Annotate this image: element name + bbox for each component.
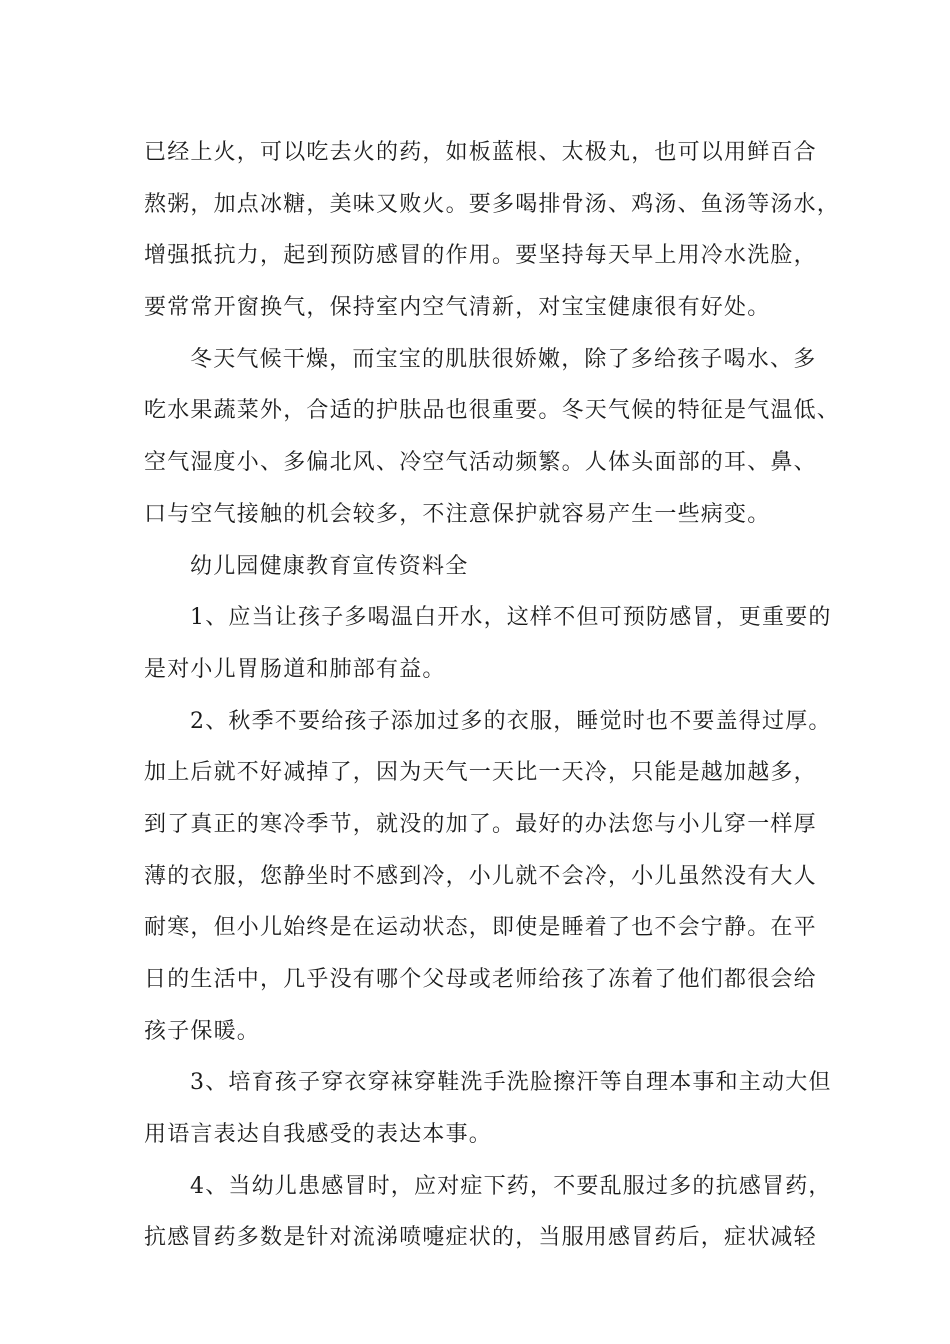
text-line: 抗感冒药多数是针对流涕喷嚏症状的，当服用感冒药后，症状减轻: [144, 1225, 817, 1251]
body-text: [144, 127, 841, 1264]
text-line: 薄的衣服，您静坐时不感到冷，小儿就不会冷，小儿虽然没有大人: [144, 863, 817, 889]
text-line: 已经上火，可以吃去火的药，如板蓝根、太极丸，也可以用鲜百合: [144, 140, 817, 165]
text-line: 口与空气接触的机会较多，不注意保护就容易产生一些病变。: [144, 501, 771, 527]
text-line: 熬粥，加点冰糖，美味又败火。要多喝排骨汤、鸡汤、鱼汤等汤水，: [144, 191, 841, 217]
paragraph-first-line: 冬天气候干燥，而宝宝的肌肤很娇嫩，除了多给孩子喝水、多: [190, 346, 817, 372]
text-line: 加上后就不好减掉了，因为天气一天比一天冷，只能是越加越多，: [144, 760, 817, 786]
text-line: 到了真正的寒冷季节，就没的加了。最好的办法您与小儿穿一样厚: [144, 811, 817, 837]
text-line: 孩子保暖。: [144, 1018, 261, 1044]
list-item-3-first-line: 3、培育孩子穿衣穿袜穿鞋洗手洗脸擦汗等自理本事和主动大但: [190, 1070, 832, 1096]
text-line: 是对小儿胃肠道和肺部有益。: [144, 656, 446, 682]
text-line: 要常常开窗换气，保持室内空气清新，对宝宝健康很有好处。: [144, 295, 771, 321]
list-item-4-first-line: 4、当幼儿患感冒时，应对症下药，不要乱服过多的抗感冒药，: [190, 1173, 832, 1199]
section-heading: 幼儿园健康教育宣传资料全: [190, 553, 469, 579]
text-line: 增强抵抗力，起到预防感冒的作用。要坚持每天早上用冷水洗脸，: [144, 243, 817, 269]
text-line: 日的生活中，几乎没有哪个父母或老师给孩了冻着了他们都很会给: [144, 967, 817, 992]
text-line: 吃水果蔬菜外，合适的护肤品也很重要。冬天气候的特征是气温低、: [144, 398, 841, 424]
list-item-2-first-line: 2、秋季不要给孩子添加过多的衣服，睡觉时也不要盖得过厚。: [190, 708, 832, 734]
list-item-1-first-line: 1、应当让孩子多喝温白开水，这样不但可预防感冒，更重要的: [190, 605, 832, 631]
text-line: 用语言表达自我感受的表达本事。: [144, 1122, 493, 1148]
text-line: 空气湿度小、多偏北风、冷空气活动频繁。人体头面部的耳、鼻、: [144, 450, 817, 476]
text-line: 耐寒，但小儿始终是在运动状态，即使是睡着了也不会宁静。在平: [144, 915, 817, 941]
